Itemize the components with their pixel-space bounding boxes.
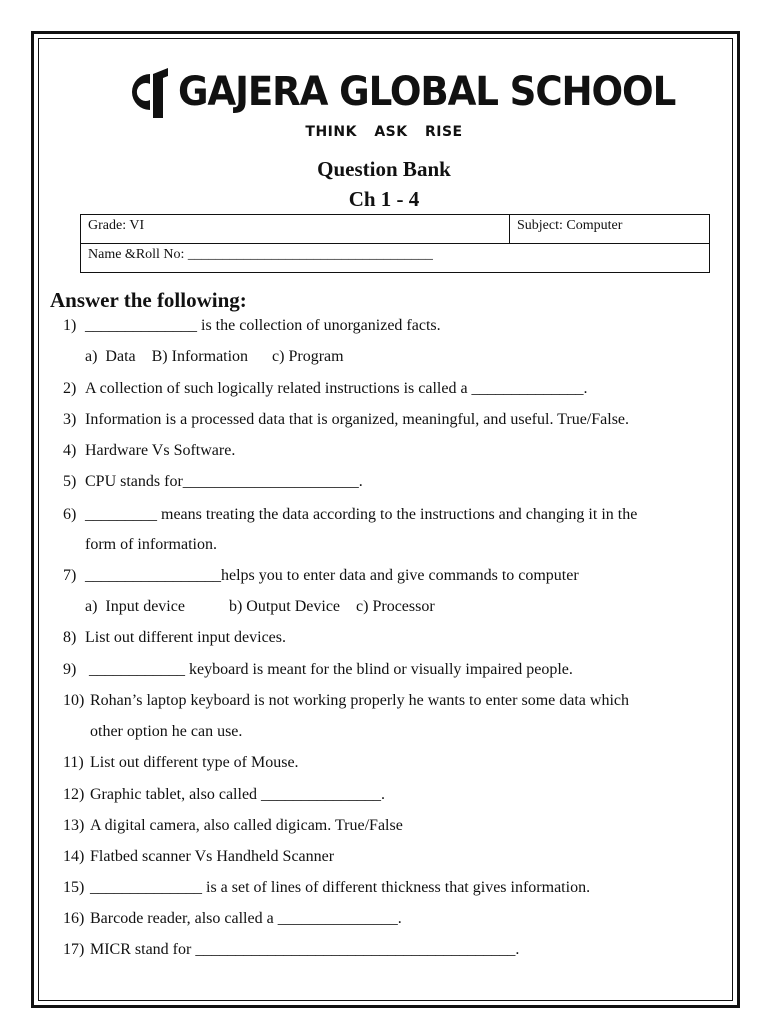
tagline-word: RISE [424,124,463,140]
question-number: 15) [63,879,85,896]
question-number: 9) [63,661,77,678]
question-text: Graphic tablet, also called _______________. [90,786,386,803]
question-number: 7) [63,567,77,584]
question-number: 2) [63,380,77,397]
question-number: 14) [63,848,85,865]
question-text: a) Input device b) Output Device c) Processor [85,598,435,615]
question-text: _________ means treating the data according to the instructions and changing it in the [85,506,638,523]
school-logo-icon [120,66,172,118]
question-text: ______________ is the collection of unorganized facts. [85,317,441,334]
tagline-word: ASK [374,124,408,140]
school-header [120,62,713,122]
question-number: 13) [63,817,85,834]
question-number: 5) [63,473,77,490]
question-number: 17) [63,941,85,958]
subject-cell: Subject: Computer [510,215,710,244]
tagline-word: THINK [305,124,357,140]
question-text: ______________ is a set of lines of different thickness that gives information. [90,879,591,896]
question-number: 6) [63,506,77,523]
question-text: a) Data B) Information c) Program [85,348,344,365]
question-number: 10) [63,692,85,709]
page-subtitle: Ch 1 - 4 [348,187,420,211]
question-number: 1) [63,317,77,334]
student-info-table [80,214,710,273]
question-text: MICR stand for ________________________________________. [90,941,520,958]
question-text: List out different input devices. [85,629,286,646]
school-name: GAJERA GLOBAL SCHOOL [178,69,676,115]
question-text: A collection of such logically related instructions is called a ______________. [85,380,588,397]
page-title: Question Bank [317,157,451,181]
school-tagline [0,124,768,140]
question-number: 3) [63,411,77,428]
question-text: A digital camera, also called digicam. True/False [90,817,403,834]
question-text: Flatbed scanner Vs Handheld Scanner [90,848,335,865]
question-number: 4) [63,442,77,459]
question-number: 12) [63,786,85,803]
grade-cell: Grade: VI [81,215,510,244]
section-heading: Answer the following: [50,288,247,312]
question-text: Hardware Vs Software. [85,442,236,459]
question-number: 16) [63,910,85,927]
question-text: other option he can use. [90,723,243,740]
question-text: Barcode reader, also called a _______________. [90,910,402,927]
question-text: form of information. [85,536,217,553]
question-text: Information is a processed data that is organized, meaningful, and useful. True/False. [85,411,630,428]
name-roll-cell: Name &Roll No: ___________________________________ [81,244,710,273]
question-text: CPU stands for______________________. [85,473,363,490]
question-number: 8) [63,629,77,646]
question-text: List out different type of Mouse. [90,754,299,771]
question-number: 11) [63,754,84,771]
question-text: ____________ keyboard is meant for the blind or visually impaired people. [85,661,573,678]
question-text: Rohan’s laptop keyboard is not working properly he wants to enter some data which [90,692,629,709]
question-text: _________________helps you to enter data and give commands to computer [85,567,579,584]
